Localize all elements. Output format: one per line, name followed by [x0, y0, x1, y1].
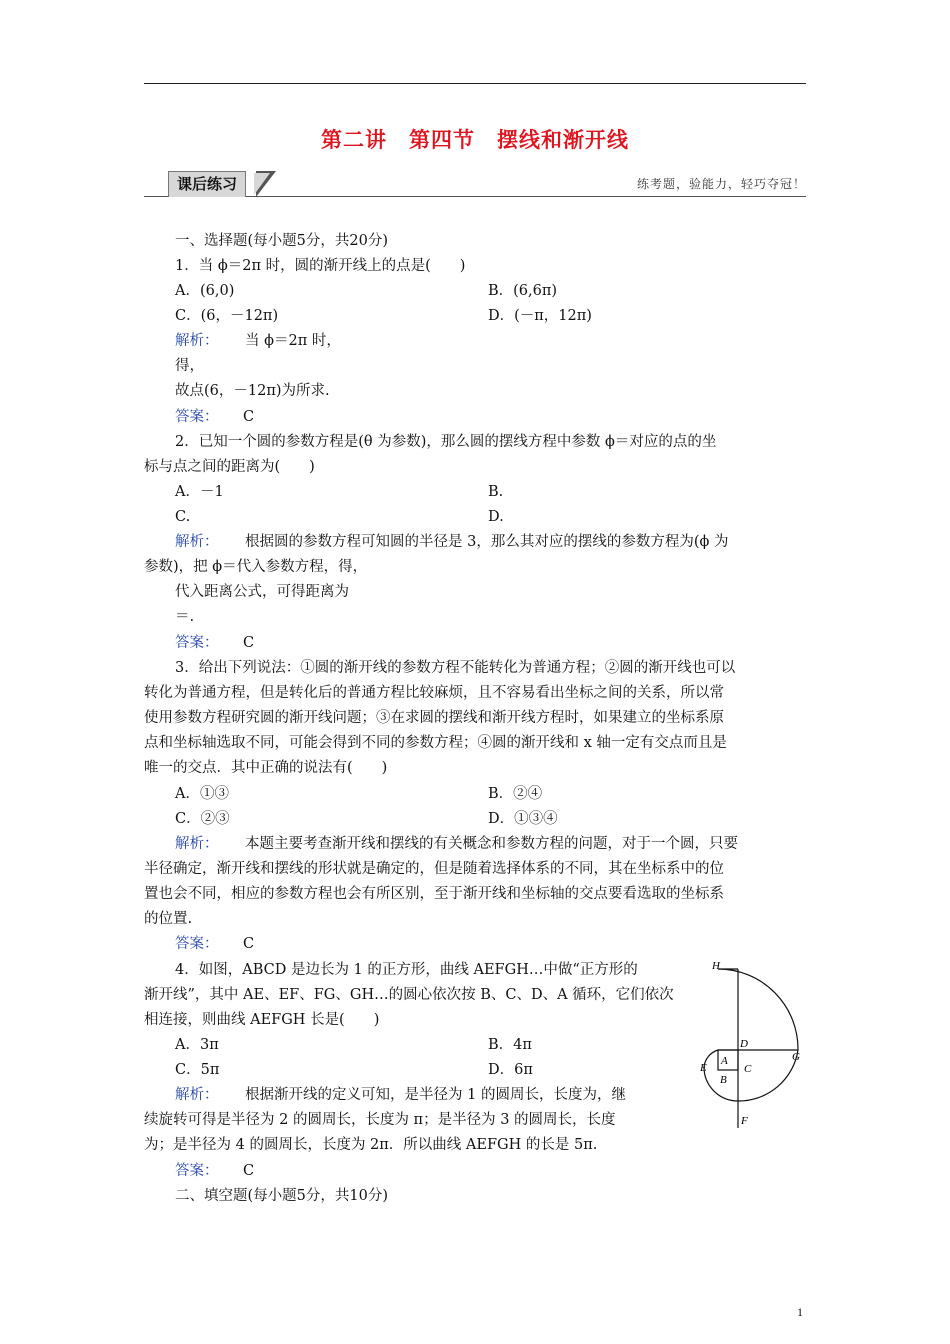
involute-curve [704, 969, 798, 1101]
q1-option-b: B．(6,6π) [488, 283, 558, 299]
page-title: 第二讲 第四节 摆线和渐开线 [321, 128, 629, 152]
q2-analysis-text: 参数)，把 ϕ＝代入参数方程，得， [144, 559, 368, 575]
q3-option-d: D．①③④ [488, 811, 558, 827]
q1-option-c: C．(6，－12π) [175, 308, 279, 324]
q3-option-a: A．①③ [175, 786, 229, 802]
q2-option-b: B. [488, 484, 504, 500]
q4-analysis-text: 为；是半径为 4 的圆周长，长度为 2π．所以曲线 AEFGH 的长是 5π. [144, 1137, 598, 1153]
section-heading-choice: 一、选择题(每小题5分，共20分) [175, 233, 388, 249]
q2-answer: C [243, 635, 255, 651]
q4-option-b: B．4π [488, 1037, 532, 1053]
q1-analysis-text: 当 ϕ＝2π 时， [245, 333, 341, 349]
page-number: 1 [797, 1305, 803, 1319]
q3-stem: 点和坐标轴选取不同，可能会得到不同的参数方程；④圆的渐开线和 x 轴一定有交点而且是 [144, 735, 727, 751]
q1-option-a: A．(6,0) [175, 283, 235, 299]
q3-analysis-label: 解析： [175, 836, 219, 852]
q4-option-a: A．3π [175, 1037, 219, 1053]
q3-analysis-text: 置也会不同，相应的参数方程也会有所区别，至于渐开线和坐标轴的交点要看选取的坐标系 [144, 886, 724, 902]
figure-label: F [741, 1115, 748, 1127]
figure-label: D [740, 1038, 748, 1050]
q4-analysis-text: 根据渐开线的定义可知，是半径为 1 的圆周长，长度为，继 [245, 1087, 626, 1103]
header-rule [144, 83, 806, 84]
q4-answer: C [243, 1163, 255, 1179]
q2-analysis-text: 代入距离公式，可得距离为 [175, 584, 349, 600]
q1-option-d: D．(－π，12π) [488, 308, 592, 324]
q2-analysis-text: ＝. [175, 609, 195, 625]
q1-analysis-text: 故点(6，－12π)为所求. [175, 383, 330, 399]
q1-analysis-label: 解析： [175, 333, 219, 349]
q2-option-a: A．－1 [175, 484, 224, 500]
q2-answer-label: 答案： [175, 635, 219, 651]
q2-stem: 2．已知一个圆的参数方程是(θ 为参数)，那么圆的摆线方程中参数 ϕ＝对应的点的坐 [175, 434, 717, 450]
q3-analysis-text: 本题主要考查渐开线和摆线的有关概念和参数方程的问题，对于一个圆，只要 [245, 836, 738, 852]
q2-option-c: C. [175, 509, 191, 525]
q3-answer-label: 答案： [175, 936, 219, 952]
q3-analysis-text: 半径确定，渐开线和摆线的形状就是确定的，但是随着选择体系的不同，其在坐标系中的位 [144, 861, 724, 877]
q3-answer: C [243, 936, 255, 952]
q2-analysis-text: 根据圆的参数方程可知圆的半径是 3，那么其对应的摆线的参数方程为(ϕ 为 [245, 534, 729, 550]
section-heading-fill: 二、填空题(每小题5分，共10分) [175, 1188, 388, 1204]
banner-slogan: 练考题，验能力，轻巧夺冠！ [636, 177, 806, 191]
figure-label: G [792, 1051, 800, 1063]
q4-option-c: C．5π [175, 1062, 220, 1078]
figure-label: C [744, 1063, 752, 1075]
q3-option-c: C．②③ [175, 811, 230, 827]
figure-label: E [700, 1062, 707, 1074]
q1-stem: 1．当 ϕ＝2π 时，圆的渐开线上的点是( ) [175, 258, 466, 274]
q4-stem: 渐开线”，其中 AE、EF、FG、GH…的圆心依次按 B、C、D、A 循环，它们依次 [144, 987, 674, 1003]
q3-stem: 转化为普通方程，但是转化后的普通方程比较麻烦，且不容易看出坐标之间的关系，所以常 [144, 685, 724, 701]
q3-stem: 3．给出下列说法：①圆的渐开线的参数方程不能转化为普通方程；②圆的渐开线也可以 [175, 660, 736, 676]
q4-option-d: D．6π [488, 1062, 533, 1078]
q4-answer-label: 答案： [175, 1163, 219, 1179]
q4-analysis-text: 续旋转可得是半径为 2 的圆周长，长度为 π；是半径为 3 的圆周长，长度 [144, 1112, 616, 1128]
q4-stem: 4．如图，ABCD 是边长为 1 的正方形，曲线 AEFGH…中做“正方形的 [175, 962, 638, 978]
q2-option-d: D. [488, 509, 504, 525]
q1-answer-label: 答案： [175, 409, 219, 425]
figure-label: A [721, 1055, 728, 1067]
square-involute-figure [700, 955, 812, 1130]
figure-label: B [720, 1074, 727, 1086]
q1-answer: C [243, 409, 255, 425]
q3-stem: 唯一的交点．其中正确的说法有( ) [144, 760, 388, 776]
banner-tab-label: 课后练习 [168, 171, 246, 197]
exercise-banner [144, 171, 806, 197]
q3-stem: 使用参数方程研究圆的渐开线问题；③在求圆的摆线和渐开线方程时，如果建立的坐标系原 [144, 710, 724, 726]
q2-stem: 标与点之间的距离为( ) [144, 459, 315, 475]
q1-analysis-text: 得， [175, 358, 204, 374]
q3-analysis-text: 的位置. [144, 911, 193, 927]
q4-analysis-label: 解析： [175, 1087, 219, 1103]
q3-option-b: B．②④ [488, 786, 543, 802]
q2-analysis-label: 解析： [175, 534, 219, 550]
banner-arrow-fill [254, 173, 270, 195]
q4-stem: 相连接，则曲线 AEFGH 长是( ) [144, 1012, 380, 1028]
figure-label: H [712, 960, 720, 972]
